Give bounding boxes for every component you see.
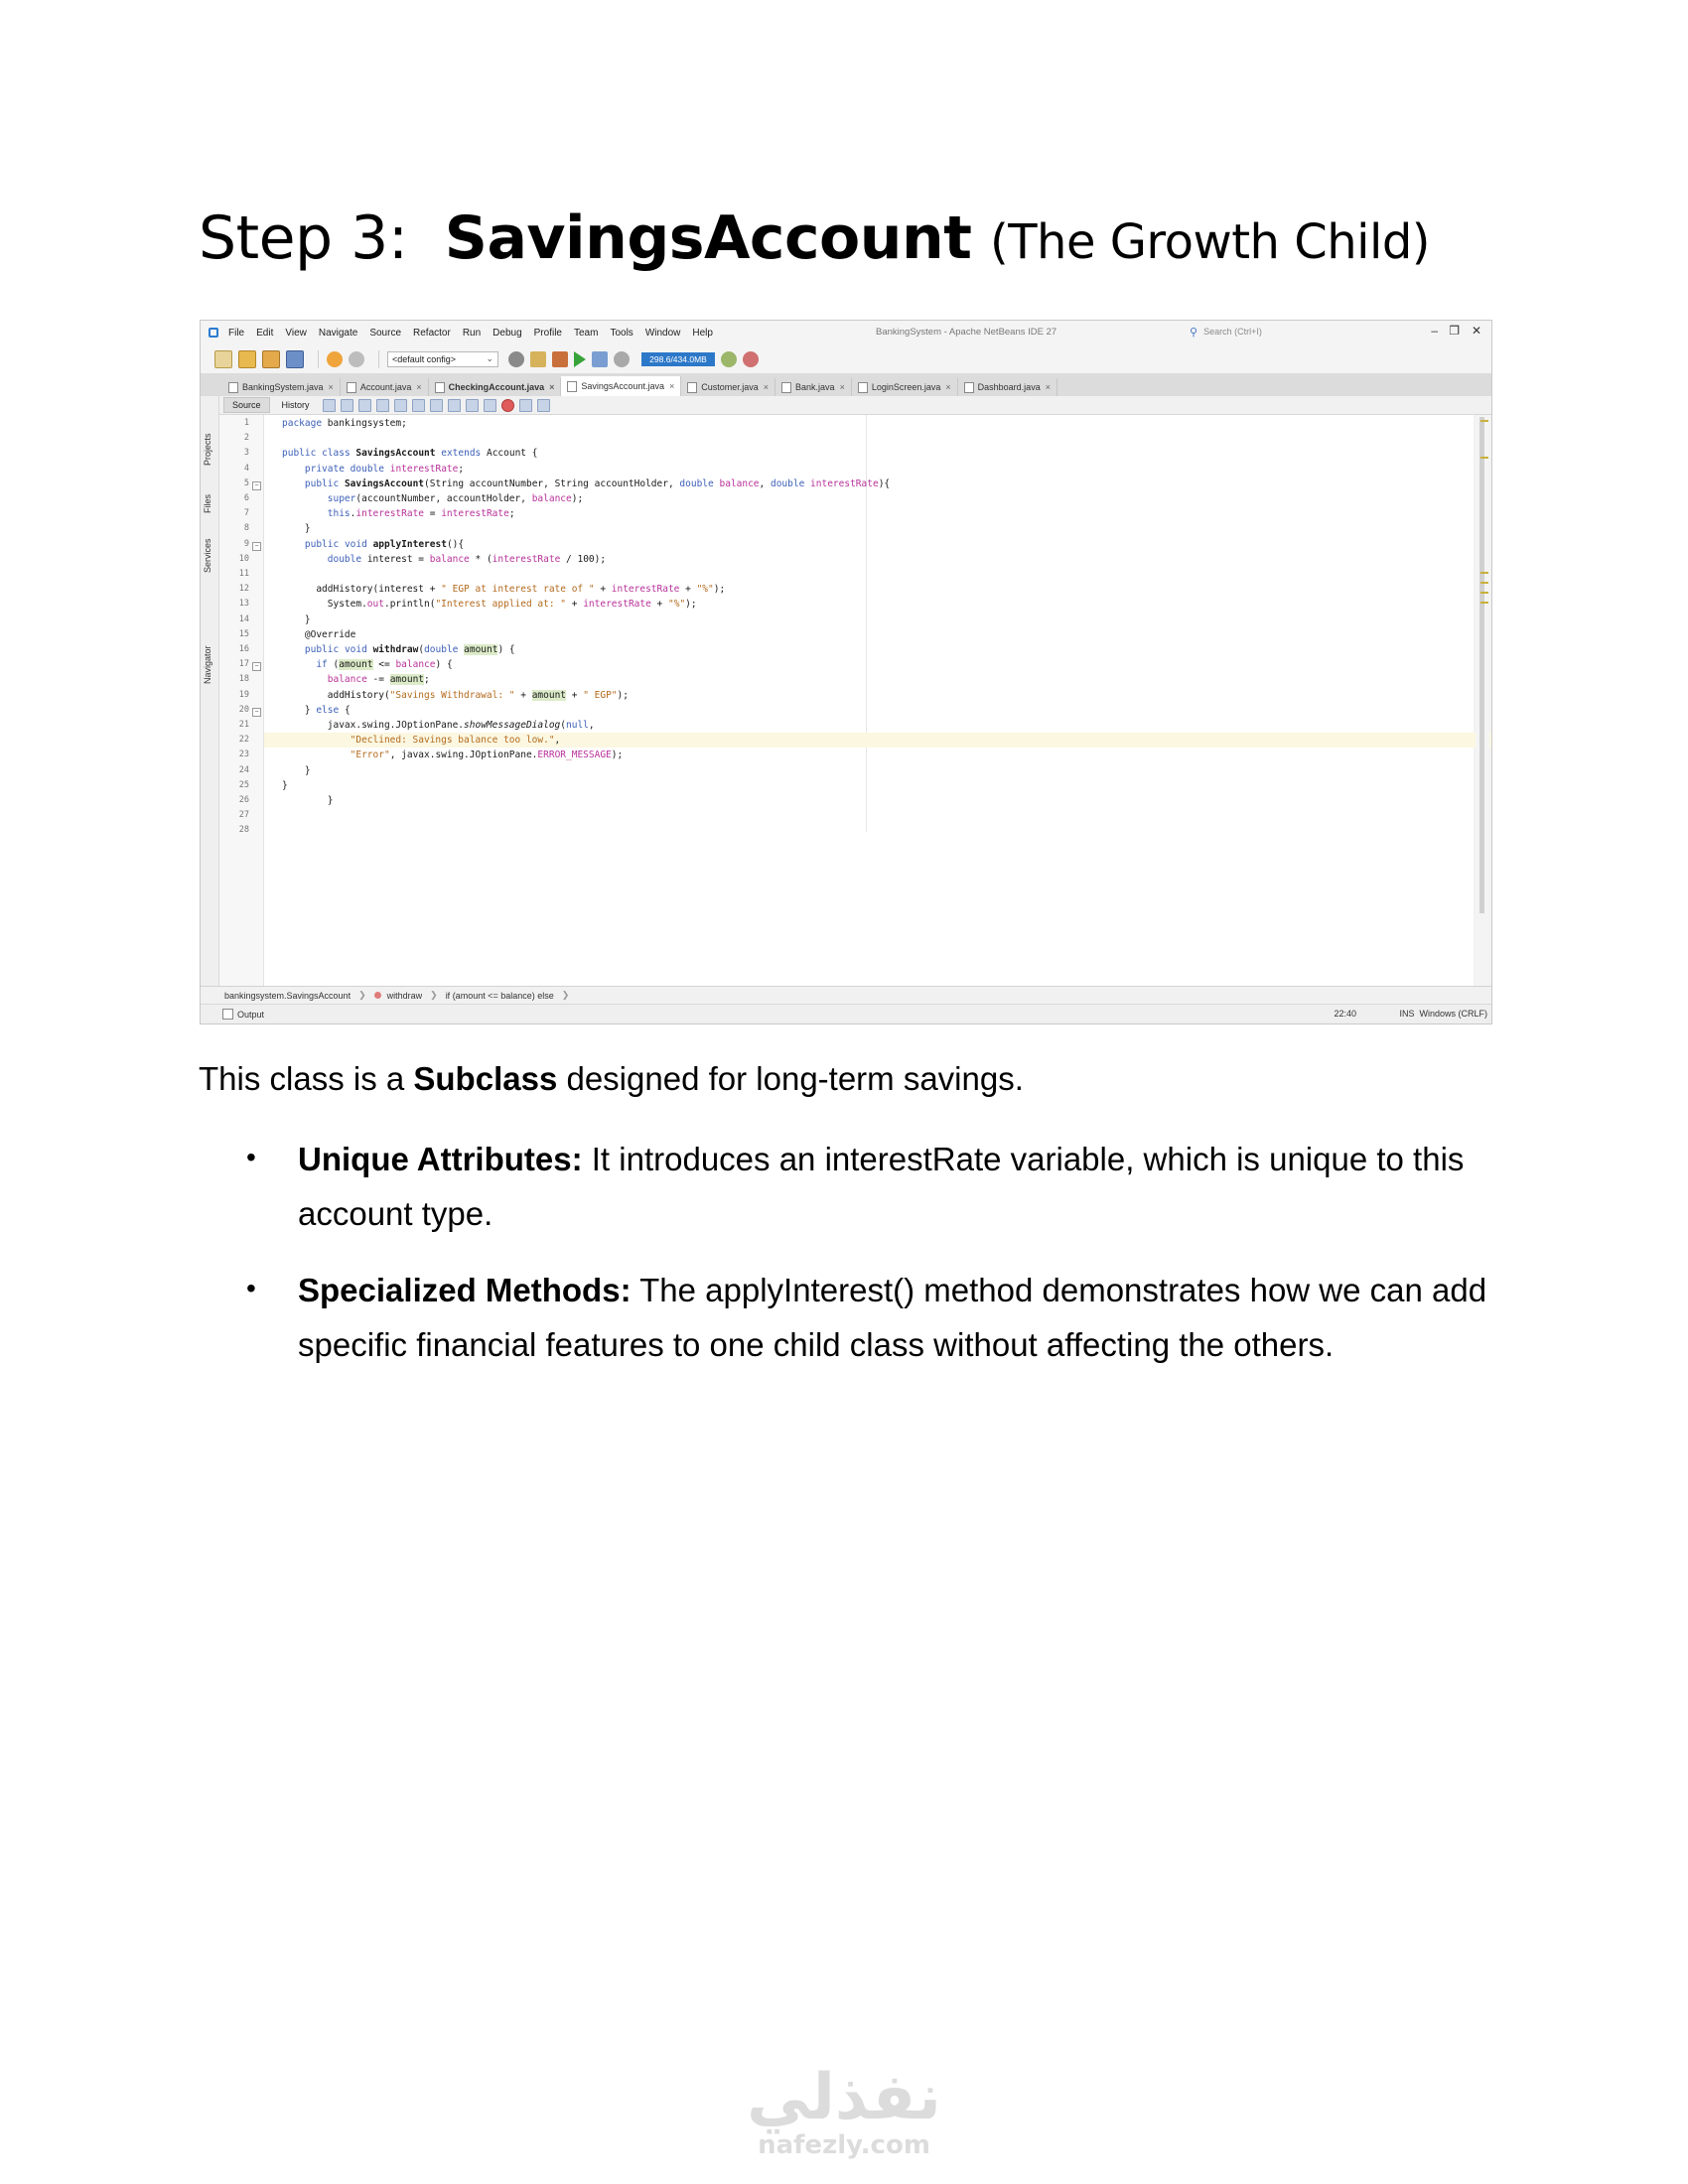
line-number: 15: [238, 628, 249, 639]
editor-scrollbar[interactable]: [1476, 415, 1489, 986]
redo-icon[interactable]: [349, 351, 364, 367]
line-number: 7: [243, 508, 249, 519]
tab-label: Customer.java: [701, 382, 759, 392]
code-line[interactable]: javax.swing.JOptionPane.showMessageDialog(null,: [282, 720, 595, 731]
panel-navigator[interactable]: Navigator: [203, 645, 212, 684]
ide-screenshot: [200, 320, 1492, 1024]
tab-label: Bank.java: [795, 382, 835, 392]
side-panel-bar: [201, 396, 219, 986]
code-line[interactable]: System.out.println("Interest applied at: " + interestRate + "%");: [282, 599, 697, 611]
find-previous-icon[interactable]: [394, 399, 407, 412]
menu-refactor[interactable]: Refactor: [413, 327, 451, 339]
restore-icon[interactable]: ❐: [1449, 324, 1460, 338]
tab-customer[interactable]: [681, 378, 775, 396]
panel-files[interactable]: Files: [203, 493, 212, 513]
menu-profile[interactable]: Profile: [533, 327, 562, 339]
file-tabs: [201, 374, 1491, 396]
clean-build-icon[interactable]: [552, 351, 568, 367]
new-project-icon[interactable]: [238, 350, 256, 368]
title-suffix: (The Growth Child): [989, 214, 1431, 270]
line-number: 16: [238, 644, 249, 654]
record-macro-icon[interactable]: [501, 399, 514, 412]
error-stripe-mark: [1480, 602, 1488, 604]
undo-icon[interactable]: [327, 351, 343, 367]
fold-toggle-icon[interactable]: −: [252, 481, 261, 490]
line-number: 6: [243, 493, 249, 503]
code-line[interactable]: }: [282, 795, 334, 806]
java-file-icon: [228, 382, 238, 393]
minimize-icon[interactable]: –: [1431, 324, 1438, 338]
watermark: [695, 2061, 993, 2160]
memory-indicator[interactable]: 298.6/434.0MB: [641, 352, 715, 366]
code-line[interactable]: this.interestRate = interestRate;: [327, 508, 515, 520]
line-number: 12: [238, 584, 249, 595]
error-stripe-mark: [1480, 592, 1488, 594]
intro-bold: Subclass: [413, 1060, 558, 1097]
code-line[interactable]: }: [282, 764, 311, 776]
new-file-icon[interactable]: [214, 350, 232, 368]
insert-mode: INS: [1399, 1009, 1415, 1019]
code-line[interactable]: package bankingsystem;: [282, 418, 407, 429]
line-number: 21: [238, 720, 249, 730]
code-line[interactable]: double interest = balance * (interestRate / 100);: [327, 553, 607, 565]
java-file-icon: [964, 382, 974, 393]
line-number: 18: [238, 674, 249, 685]
code-line[interactable]: super(accountNumber, accountHolder, balance);: [327, 493, 584, 504]
menu-window[interactable]: Window: [644, 327, 681, 339]
bullet-label: Specialized Methods:: [298, 1272, 632, 1308]
chart-icon[interactable]: [537, 399, 550, 412]
format-icon[interactable]: [323, 399, 336, 412]
code-line[interactable]: }: [282, 779, 288, 791]
forward-icon[interactable]: [358, 399, 371, 412]
menu-navigate[interactable]: Navigate: [318, 327, 358, 339]
debug-icon[interactable]: [592, 351, 608, 367]
close-tab-icon[interactable]: ×: [328, 382, 334, 392]
tab-source[interactable]: Source: [223, 397, 270, 413]
tab-account[interactable]: [341, 378, 429, 396]
bullet-body: The applyInterest() method demonstrates how we can add specific financial features to one child class without affecting the others.: [298, 1272, 1487, 1363]
error-stripe-mark: [1480, 457, 1488, 459]
close-icon[interactable]: ✕: [1471, 324, 1481, 338]
java-file-icon: [435, 382, 445, 393]
tab-label: CheckingAccount.java: [448, 382, 545, 392]
bullet-label: Unique Attributes:: [298, 1141, 583, 1177]
tab-savingsaccount[interactable]: [561, 376, 681, 396]
menu-bar: [201, 321, 1491, 344]
shift-left-icon[interactable]: [466, 399, 479, 412]
close-tab-icon[interactable]: ×: [839, 382, 845, 392]
menu-source[interactable]: Source: [369, 327, 402, 339]
window-title: BankingSystem - Apache NetBeans IDE 27: [876, 327, 1057, 338]
tab-bankingsystem[interactable]: [222, 378, 341, 396]
code-line[interactable]: public SavingsAccount(String accountNumber, String accountHolder, double balance, double interestRate){: [304, 478, 891, 489]
config-select[interactable]: [387, 351, 498, 367]
output-label: Output: [237, 1009, 265, 1020]
line-number: 2: [243, 433, 249, 444]
tab-checkingaccount[interactable]: [429, 378, 562, 396]
java-file-icon: [781, 382, 791, 393]
fold-toggle-icon[interactable]: −: [252, 542, 261, 551]
toolbar: [201, 344, 1491, 374]
editor-mode: [1399, 1009, 1487, 1019]
close-tab-icon[interactable]: ×: [416, 382, 422, 392]
menu-run[interactable]: Run: [462, 327, 482, 339]
line-number: 22: [238, 735, 249, 746]
line-number: 8: [243, 523, 249, 534]
code-line[interactable]: "Error", javax.swing.JOptionPane.ERROR_MESSAGE);: [350, 750, 624, 761]
code-line[interactable]: } else {: [282, 704, 351, 716]
line-number: 13: [238, 599, 249, 610]
code-line[interactable]: @Override: [282, 628, 356, 640]
bullet-body: It introduces an interestRate variable, which is unique to this account type.: [298, 1141, 1465, 1232]
menu-help[interactable]: Help: [692, 327, 713, 339]
tab-history[interactable]: History: [281, 400, 310, 410]
menu-view[interactable]: View: [285, 327, 307, 339]
tab-label: SavingsAccount.java: [581, 381, 664, 391]
line-endings: Windows (CRLF): [1419, 1009, 1487, 1019]
gc-icon[interactable]: [721, 351, 737, 367]
line-number: 28: [238, 825, 249, 836]
fold-toggle-icon[interactable]: −: [252, 662, 261, 671]
watermark-arabic: نفذلي: [747, 2061, 941, 2134]
scrollbar-thumb[interactable]: [1479, 417, 1484, 913]
java-file-icon: [858, 382, 868, 393]
config-value: <default config>: [392, 353, 457, 364]
bullet-item: [0, 1132, 1688, 1241]
chevron-down-icon: ⌄: [486, 352, 493, 363]
search-input[interactable]: [1190, 325, 1378, 339]
bullet-text: [298, 1263, 1489, 1372]
chevron-right-icon: ❯: [358, 990, 366, 1000]
find-next-icon[interactable]: [412, 399, 425, 412]
watermark-latin: nafezly.com: [758, 2130, 930, 2160]
close-tab-icon[interactable]: ×: [668, 381, 675, 391]
intro-after: designed for long-term savings.: [557, 1060, 1024, 1097]
close-tab-icon[interactable]: ×: [1045, 382, 1051, 392]
bullet-dot: •: [246, 1142, 256, 1172]
tab-label: Account.java: [359, 382, 412, 392]
line-number: 25: [238, 779, 249, 790]
bookmark-icon[interactable]: [448, 399, 461, 412]
output-button[interactable]: [222, 1009, 264, 1020]
code-line[interactable]: public void applyInterest(){: [304, 538, 465, 550]
code-line[interactable]: public void withdraw(double amount) {: [304, 644, 515, 655]
close-tab-icon[interactable]: ×: [549, 382, 555, 392]
output-icon: [222, 1009, 233, 1020]
toolbar-divider: [318, 350, 319, 368]
caret-position: 22:40: [1334, 1009, 1356, 1019]
code-line[interactable]: if (amount <= balance) {: [316, 659, 453, 671]
error-stripe-mark: [1480, 572, 1488, 574]
find-icon[interactable]: [376, 399, 389, 412]
title-prefix: Step 3:: [199, 204, 408, 273]
shift-right-icon[interactable]: [484, 399, 496, 412]
code-line[interactable]: "Declined: Savings balance too low.",: [264, 733, 1491, 748]
search-placeholder: Search (Ctrl+I): [1203, 327, 1262, 337]
breadcrumb-block[interactable]: if (amount <= balance) else: [445, 990, 554, 1001]
line-number: 24: [238, 764, 249, 775]
status-bar: [201, 1004, 1491, 1024]
line-number: 20: [238, 704, 249, 715]
line-number: 23: [238, 750, 249, 760]
save-all-icon[interactable]: [286, 350, 304, 368]
line-number: 9: [243, 538, 249, 549]
line-number: 17: [238, 659, 249, 670]
error-stripe-mark: [1480, 420, 1488, 422]
toggle-highlight-icon[interactable]: [430, 399, 443, 412]
netbeans-logo-icon: [209, 328, 218, 338]
menu-tools[interactable]: Tools: [610, 327, 633, 339]
code-line[interactable]: addHistory(interest + " EGP at interest rate of " + interestRate + "%");: [282, 584, 726, 596]
close-tab-icon[interactable]: ×: [763, 382, 770, 392]
fold-toggle-icon[interactable]: −: [252, 708, 261, 717]
tab-label: Dashboard.java: [977, 382, 1041, 392]
editor-toolbar: [219, 396, 1491, 415]
line-number: 3: [243, 448, 249, 459]
tab-loginscreen[interactable]: [852, 378, 958, 396]
line-number: 19: [238, 689, 249, 700]
line-number: 1: [243, 418, 249, 428]
code-editor[interactable]: [264, 415, 1474, 986]
java-file-icon: [567, 381, 577, 392]
bullet-text: [298, 1132, 1489, 1241]
java-file-icon: [687, 382, 697, 393]
intro-before: This class is a: [199, 1060, 414, 1097]
line-number: 11: [238, 569, 249, 579]
intro-paragraph: [199, 1052, 1024, 1106]
toolbar-divider: [378, 350, 379, 368]
tab-label: BankingSystem.java: [242, 382, 324, 392]
panel-projects[interactable]: Projects: [203, 433, 212, 466]
tab-dashboard[interactable]: [958, 378, 1057, 396]
title-main: SavingsAccount: [444, 204, 972, 273]
code-line[interactable]: public class SavingsAccount extends Account {: [282, 448, 538, 460]
bullet-dot: •: [246, 1273, 256, 1303]
breadcrumb-method[interactable]: withdraw: [386, 990, 423, 1001]
panel-services[interactable]: Services: [203, 538, 212, 573]
menu-file[interactable]: File: [228, 327, 245, 339]
code-line[interactable]: }: [282, 614, 311, 625]
chevron-right-icon: ❯: [430, 990, 438, 1000]
profile-icon[interactable]: [614, 351, 630, 367]
code-line[interactable]: [264, 808, 1491, 823]
tab-bank[interactable]: [775, 378, 852, 396]
back-icon[interactable]: [341, 399, 353, 412]
line-number: 5: [243, 478, 249, 488]
line-number: 14: [238, 614, 249, 624]
breadcrumb: [201, 986, 1491, 1004]
code-line[interactable]: [264, 431, 1491, 446]
profiler-icon[interactable]: [743, 351, 759, 367]
stop-macro-icon[interactable]: [519, 399, 532, 412]
menu-edit[interactable]: Edit: [256, 327, 274, 339]
line-number-gutter: [219, 415, 264, 986]
bullet-item: [0, 1263, 1688, 1432]
build-icon[interactable]: [530, 351, 546, 367]
line-number: 26: [238, 795, 249, 805]
chevron-right-icon: ❯: [561, 990, 570, 1000]
breadcrumb-class[interactable]: bankingsystem.SavingsAccount: [224, 990, 352, 1001]
line-number: 4: [243, 463, 249, 474]
open-project-icon[interactable]: [262, 350, 280, 368]
tab-label: LoginScreen.java: [871, 382, 941, 392]
search-icon: ⚲: [1190, 326, 1198, 339]
menu-team[interactable]: Team: [574, 327, 599, 339]
line-number: 27: [238, 810, 249, 821]
settings-icon[interactable]: [508, 351, 524, 367]
code-line[interactable]: balance -= amount;: [327, 674, 430, 686]
code-line[interactable]: private double interestRate;: [304, 463, 465, 475]
error-stripe-mark: [1480, 582, 1488, 584]
page-title: [199, 204, 1430, 273]
java-file-icon: [347, 382, 356, 393]
code-line[interactable]: [264, 823, 1491, 838]
run-icon[interactable]: [574, 351, 586, 367]
line-number: 10: [238, 553, 249, 564]
close-tab-icon[interactable]: ×: [945, 382, 951, 392]
code-line[interactable]: [264, 567, 1491, 582]
code-line[interactable]: addHistory("Savings Withdrawal: " + amount + " EGP");: [282, 689, 629, 701]
method-icon: [374, 992, 381, 999]
menu-debug[interactable]: Debug: [492, 327, 522, 339]
code-line[interactable]: }: [282, 523, 311, 535]
